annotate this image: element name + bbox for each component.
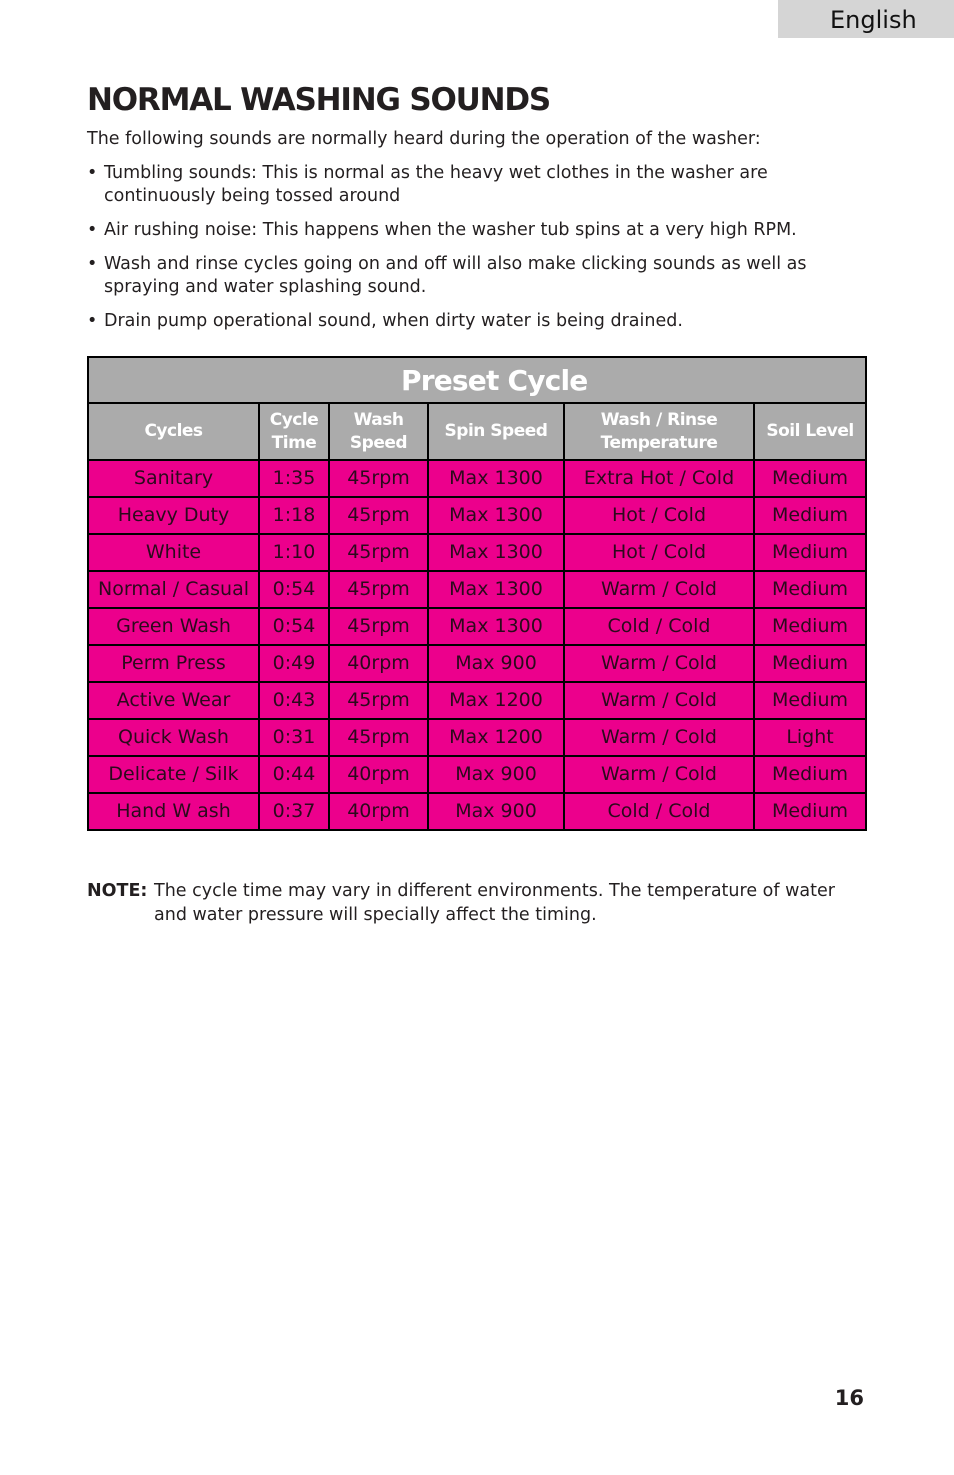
table-cell: 0:54: [259, 608, 329, 645]
table-cell: 45rpm: [329, 608, 428, 645]
table-cell: Medium: [754, 460, 866, 497]
table-row: [88, 460, 866, 497]
table-cell: 45rpm: [329, 682, 428, 719]
table-row: [88, 497, 866, 534]
table-row: [88, 682, 866, 719]
table-cell: 40rpm: [329, 793, 428, 830]
table-header-row: [88, 403, 866, 460]
table-cell: Cold / Cold: [564, 793, 754, 830]
note: [87, 879, 867, 927]
table-row: [88, 571, 866, 608]
preset-cycle-table: [87, 356, 867, 831]
table-cell: Extra Hot / Cold: [564, 460, 754, 497]
table-cell: Warm / Cold: [564, 719, 754, 756]
table-cell: 1:10: [259, 534, 329, 571]
table-cell: 0:54: [259, 571, 329, 608]
table-cell: Medium: [754, 571, 866, 608]
table-cell: 0:31: [259, 719, 329, 756]
column-header: Wash / Rinse Temperature: [564, 403, 754, 460]
column-header: Wash Speed: [329, 403, 428, 460]
table-cell: Medium: [754, 756, 866, 793]
table-cell: Medium: [754, 534, 866, 571]
page-number: 16: [834, 1386, 864, 1410]
table-cell: 40rpm: [329, 645, 428, 682]
table-cell: 45rpm: [329, 497, 428, 534]
page-title: NORMAL WASHING SOUNDS: [87, 82, 550, 118]
intro-text: The following sounds are normally heard during the operation of the washer:: [87, 129, 761, 149]
table-cell: 0:44: [259, 756, 329, 793]
sound-list: [87, 162, 872, 344]
table-row: [88, 534, 866, 571]
column-header: Spin Speed: [428, 403, 564, 460]
table-cell: 45rpm: [329, 719, 428, 756]
note-label: NOTE:: [87, 881, 148, 901]
table-cell: Medium: [754, 497, 866, 534]
table-row: [88, 793, 866, 830]
table-row: [88, 608, 866, 645]
table-cell: Light: [754, 719, 866, 756]
table-cell: 1:35: [259, 460, 329, 497]
table-cell: White: [88, 534, 259, 571]
table-cell: 45rpm: [329, 460, 428, 497]
table-cell: Warm / Cold: [564, 756, 754, 793]
table-cell: Medium: [754, 793, 866, 830]
column-header: Cycles: [88, 403, 259, 460]
table-cell: Sanitary: [88, 460, 259, 497]
list-item: • Tumbling sounds: This is normal as the heavy wet clothes in the washer are continuously being tossed around: [87, 162, 872, 208]
table-body: [88, 460, 866, 830]
table-cell: Hand W ash: [88, 793, 259, 830]
list-item: • Wash and rinse cycles going on and off will also make clicking sounds as well as spraying and water splashing sound.: [87, 253, 872, 299]
table-cell: Max 1200: [428, 682, 564, 719]
table-cell: Normal / Casual: [88, 571, 259, 608]
table-cell: Medium: [754, 682, 866, 719]
column-header: Soil Level: [754, 403, 866, 460]
column-header: Cycle Time: [259, 403, 329, 460]
table-cell: Medium: [754, 645, 866, 682]
table-cell: Active Wear: [88, 682, 259, 719]
language-tab: English: [778, 0, 954, 38]
table-cell: Max 900: [428, 645, 564, 682]
table-cell: Perm Press: [88, 645, 259, 682]
table-cell: Warm / Cold: [564, 571, 754, 608]
table-title-row: [88, 357, 866, 403]
list-item: • Drain pump operational sound, when dirty water is being drained.: [87, 310, 872, 333]
table-row: [88, 756, 866, 793]
table-row: [88, 645, 866, 682]
table-cell: Green Wash: [88, 608, 259, 645]
table-cell: Cold / Cold: [564, 608, 754, 645]
table-cell: Max 1300: [428, 534, 564, 571]
table-cell: Max 900: [428, 756, 564, 793]
table-cell: Delicate / Silk: [88, 756, 259, 793]
table-cell: Max 1300: [428, 460, 564, 497]
table-cell: Medium: [754, 608, 866, 645]
table-row: [88, 719, 866, 756]
table-cell: Warm / Cold: [564, 645, 754, 682]
table-cell: Max 1300: [428, 497, 564, 534]
list-item: • Air rushing noise: This happens when the washer tub spins at a very high RPM.: [87, 219, 872, 242]
table-cell: 40rpm: [329, 756, 428, 793]
table-cell: 1:18: [259, 497, 329, 534]
table-cell: 0:49: [259, 645, 329, 682]
table-cell: Heavy Duty: [88, 497, 259, 534]
table-cell: 45rpm: [329, 571, 428, 608]
table-cell: Max 1200: [428, 719, 564, 756]
table-title: Preset Cycle: [88, 357, 866, 403]
table-cell: 45rpm: [329, 534, 428, 571]
table-cell: Max 1300: [428, 608, 564, 645]
table-cell: Quick Wash: [88, 719, 259, 756]
preset-cycle-table-container: [87, 356, 865, 831]
table-cell: 0:43: [259, 682, 329, 719]
note-text: The cycle time may vary in different environments. The temperature of water and water pressure will specially affect the timing.: [154, 881, 835, 925]
table-cell: Max 1300: [428, 571, 564, 608]
table-cell: Hot / Cold: [564, 534, 754, 571]
table-cell: Hot / Cold: [564, 497, 754, 534]
table-cell: Max 900: [428, 793, 564, 830]
table-cell: Warm / Cold: [564, 682, 754, 719]
table-cell: 0:37: [259, 793, 329, 830]
